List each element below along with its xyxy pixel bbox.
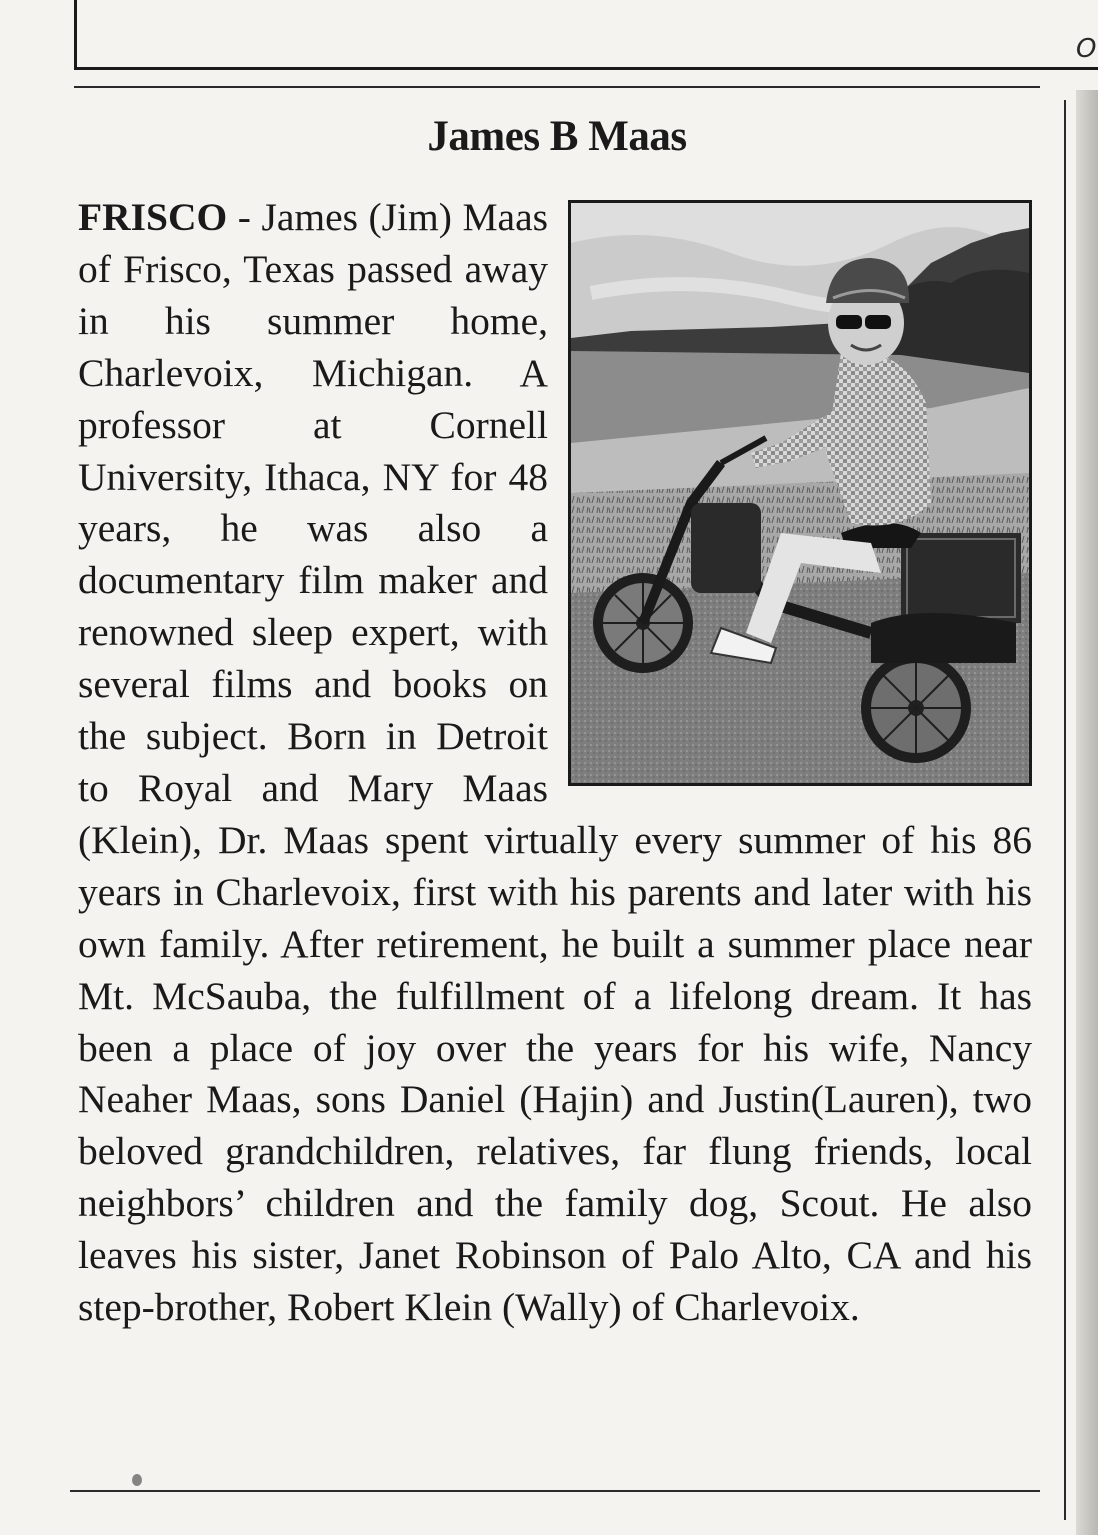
adjacent-column-letter: O: [1076, 34, 1097, 64]
previous-article-box: [74, 0, 1098, 70]
obituary-photo: [568, 200, 1032, 786]
page-edge-shadow: [1076, 90, 1098, 1535]
top-rule: [74, 86, 1040, 88]
obituary-article: [78, 192, 1032, 1334]
obituary-body-text: - James (Jim) Maas of Frisco, Texas passed away in his summer home, Charlevoix, Michigan. A professor at Cornell University, Ithaca, NY for 48 years, he was also a documentary film maker and renowned sleep expert, with several films and books on the subject. Born in Detroit to Royal and Mary Maas (Klein), Dr. Maas spent virtually every summer of his 86 years in Charlevoix, first with his parents and later with his own family. After retirement, he built a summer place near Mt. McSauba, the fulfillment of a lifelong dream. It has been a place of joy over the years for his wife, Nancy Neaher Maas, sons Daniel (Hajin) and Justin(Lauren), two beloved grandchildren, relatives, far flung friends, local neighbors’ children and the family dog, Scout. He also leaves his sister, Janet Robinson of Palo Alto, CA and his step-brother, Robert Klein (Wally) of Charlevoix.: [78, 195, 1032, 1330]
column-divider: [1064, 100, 1066, 1520]
man-on-tricycle-icon: [571, 203, 1029, 783]
bottom-rule: [70, 1490, 1040, 1492]
dateline: FRISCO: [78, 195, 228, 239]
ink-smudge: [132, 1474, 142, 1486]
obituary-headline: James B Maas: [427, 113, 687, 160]
